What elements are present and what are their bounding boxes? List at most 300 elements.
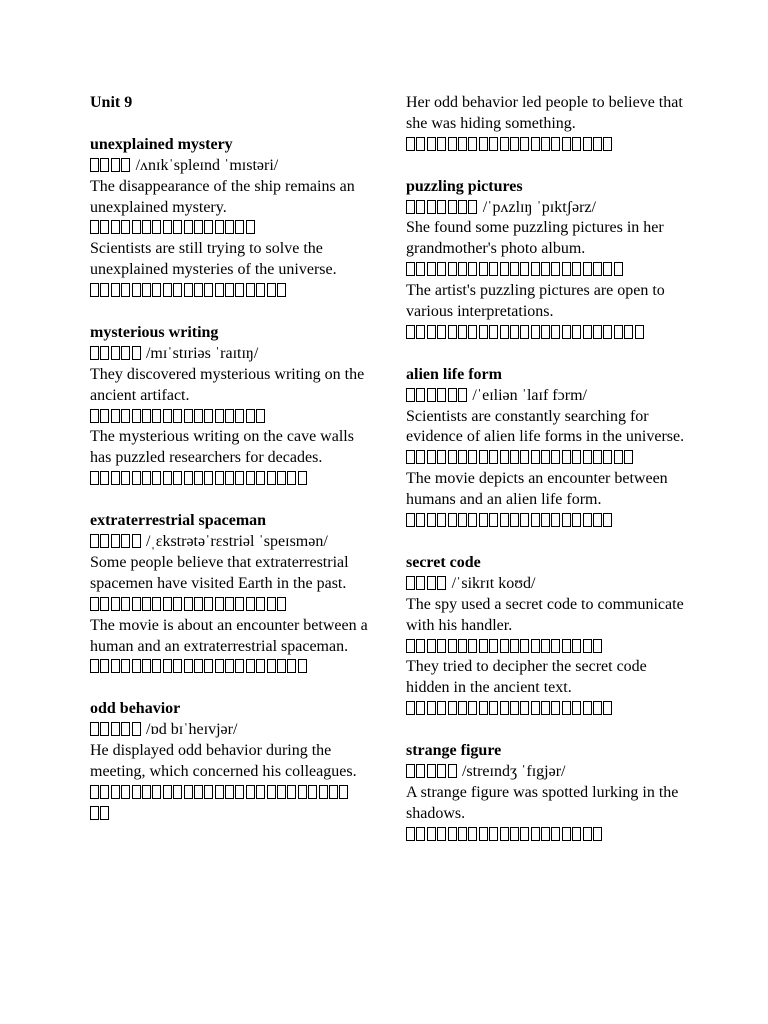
missing-glyph-box bbox=[406, 325, 415, 339]
missing-glyph-box bbox=[500, 827, 509, 841]
missing-glyph-box bbox=[121, 158, 130, 172]
missing-glyph-box bbox=[458, 701, 467, 715]
missing-glyph-box bbox=[152, 597, 161, 611]
missing-glyph-box bbox=[520, 639, 529, 653]
missing-glyph-box bbox=[111, 471, 120, 485]
missing-glyph-box bbox=[510, 325, 519, 339]
missing-glyph-box bbox=[225, 659, 234, 673]
missing-glyph-box bbox=[603, 450, 612, 464]
translation-line bbox=[90, 281, 370, 302]
translation-line bbox=[406, 260, 686, 281]
ipa-text: /ˈeɪliən ˈlaɪf fɔrm/ bbox=[468, 386, 587, 404]
translation-line bbox=[90, 407, 370, 428]
missing-glyph-box bbox=[194, 220, 203, 234]
missing-glyph-box bbox=[520, 513, 529, 527]
missing-glyph-box bbox=[256, 785, 265, 799]
missing-glyph-box bbox=[427, 513, 436, 527]
missing-glyph-box bbox=[246, 220, 255, 234]
missing-glyph-box bbox=[541, 450, 550, 464]
missing-glyph-box bbox=[500, 137, 509, 151]
translation-line bbox=[406, 448, 686, 469]
missing-glyph-box bbox=[406, 576, 415, 590]
vocab-term: puzzling pictures bbox=[406, 177, 523, 195]
missing-glyph-box bbox=[489, 262, 498, 276]
missing-glyph-box bbox=[593, 513, 602, 527]
missing-glyph-box bbox=[142, 220, 151, 234]
missing-glyph-box bbox=[562, 325, 571, 339]
unit-title: Unit 9 bbox=[90, 94, 133, 111]
missing-glyph-box bbox=[510, 262, 519, 276]
missing-glyph-box bbox=[184, 471, 193, 485]
missing-glyph-box bbox=[406, 764, 415, 778]
example-sentence: The spy used a secret code to communicate with his handler. bbox=[406, 595, 684, 634]
pronunciation-line bbox=[90, 344, 370, 365]
missing-glyph-box bbox=[437, 450, 446, 464]
missing-glyph-box bbox=[416, 262, 425, 276]
missing-glyph-box bbox=[287, 659, 296, 673]
missing-glyph-box bbox=[479, 450, 488, 464]
missing-glyph-box bbox=[500, 325, 509, 339]
translation-line bbox=[406, 825, 686, 846]
missing-glyph-box bbox=[468, 200, 477, 214]
missing-glyph-box bbox=[510, 137, 519, 151]
missing-glyph-box bbox=[111, 785, 120, 799]
missing-glyph-box bbox=[603, 513, 612, 527]
example-sentence: The disappearance of the ship remains an unexplained mystery. bbox=[90, 177, 355, 216]
missing-glyph-box bbox=[531, 262, 540, 276]
missing-glyph-box bbox=[427, 325, 436, 339]
example-sentence: The mysterious writing on the cave walls has puzzled researchers for decades. bbox=[90, 428, 354, 467]
missing-glyph-box bbox=[500, 262, 509, 276]
missing-glyph-box bbox=[593, 450, 602, 464]
example-sentence: Her odd behavior led people to believe that she was hiding something. bbox=[406, 94, 683, 132]
example-sentence: Scientists are constantly searching for evidence of alien life forms in the universe. bbox=[406, 407, 685, 446]
missing-glyph-box bbox=[562, 827, 571, 841]
missing-glyph-box bbox=[448, 639, 457, 653]
missing-glyph-box bbox=[551, 639, 560, 653]
missing-glyph-box bbox=[132, 346, 141, 360]
vocab-entry bbox=[406, 93, 686, 156]
missing-glyph-box bbox=[572, 325, 581, 339]
missing-glyph-box bbox=[204, 409, 213, 423]
missing-glyph-box bbox=[468, 827, 477, 841]
missing-glyph-box bbox=[111, 158, 120, 172]
missing-glyph-box bbox=[267, 283, 276, 297]
missing-glyph-box bbox=[100, 283, 109, 297]
missing-glyph-box bbox=[121, 409, 130, 423]
missing-glyph-box bbox=[448, 827, 457, 841]
missing-glyph-box bbox=[100, 597, 109, 611]
missing-glyph-box bbox=[510, 513, 519, 527]
missing-glyph-box bbox=[406, 827, 415, 841]
missing-glyph-box bbox=[111, 534, 120, 548]
missing-glyph-box bbox=[437, 200, 446, 214]
missing-glyph-box bbox=[308, 785, 317, 799]
missing-glyph-box bbox=[458, 200, 467, 214]
missing-glyph-box bbox=[437, 701, 446, 715]
missing-glyph-box bbox=[406, 200, 415, 214]
example-sentence: They discovered mysterious writing on the ancient artifact. bbox=[90, 365, 365, 404]
missing-glyph-box bbox=[427, 262, 436, 276]
missing-glyph-box bbox=[163, 471, 172, 485]
missing-glyph-box bbox=[458, 262, 467, 276]
missing-glyph-box bbox=[520, 262, 529, 276]
missing-glyph-box bbox=[562, 513, 571, 527]
missing-glyph-box bbox=[603, 262, 612, 276]
missing-glyph-box bbox=[215, 409, 224, 423]
missing-glyph-box bbox=[184, 785, 193, 799]
missing-glyph-box bbox=[427, 639, 436, 653]
missing-glyph-box bbox=[225, 785, 234, 799]
missing-glyph-box bbox=[458, 827, 467, 841]
vocab-entry bbox=[90, 699, 370, 824]
missing-glyph-box bbox=[479, 137, 488, 151]
missing-glyph-box bbox=[121, 471, 130, 485]
missing-glyph-box bbox=[173, 220, 182, 234]
missing-glyph-box bbox=[468, 137, 477, 151]
missing-glyph-box bbox=[416, 325, 425, 339]
missing-glyph-box bbox=[468, 701, 477, 715]
missing-glyph-box bbox=[427, 200, 436, 214]
missing-glyph-box bbox=[427, 137, 436, 151]
missing-glyph-box bbox=[458, 450, 467, 464]
missing-glyph-box bbox=[520, 450, 529, 464]
missing-glyph-box bbox=[277, 471, 286, 485]
missing-glyph-box bbox=[132, 283, 141, 297]
missing-glyph-box bbox=[510, 450, 519, 464]
missing-glyph-box bbox=[458, 513, 467, 527]
missing-glyph-box bbox=[427, 450, 436, 464]
missing-glyph-box bbox=[520, 325, 529, 339]
missing-glyph-box bbox=[152, 220, 161, 234]
missing-glyph-box bbox=[406, 262, 415, 276]
missing-glyph-box bbox=[468, 513, 477, 527]
missing-glyph-box bbox=[437, 325, 446, 339]
pronunciation-line bbox=[90, 532, 370, 553]
missing-glyph-box bbox=[163, 597, 172, 611]
missing-glyph-box bbox=[256, 409, 265, 423]
missing-glyph-box bbox=[204, 597, 213, 611]
missing-glyph-box bbox=[225, 597, 234, 611]
missing-glyph-box bbox=[562, 701, 571, 715]
missing-glyph-box bbox=[204, 220, 213, 234]
missing-glyph-box bbox=[562, 262, 571, 276]
missing-glyph-box bbox=[90, 283, 99, 297]
missing-glyph-box bbox=[531, 450, 540, 464]
missing-glyph-box bbox=[551, 137, 560, 151]
vocab-term: mysterious writing bbox=[90, 323, 219, 341]
missing-glyph-box bbox=[173, 471, 182, 485]
missing-glyph-box bbox=[152, 785, 161, 799]
missing-glyph-box bbox=[437, 262, 446, 276]
missing-glyph-box bbox=[479, 262, 488, 276]
missing-glyph-box bbox=[215, 220, 224, 234]
missing-glyph-box bbox=[215, 471, 224, 485]
missing-glyph-box bbox=[468, 639, 477, 653]
missing-glyph-box bbox=[90, 534, 99, 548]
missing-glyph-box bbox=[427, 388, 436, 402]
missing-glyph-box bbox=[583, 513, 592, 527]
vocab-entry bbox=[90, 511, 370, 678]
missing-glyph-box bbox=[416, 701, 425, 715]
missing-glyph-box bbox=[572, 262, 581, 276]
pronunciation-line bbox=[406, 198, 686, 219]
missing-glyph-box bbox=[583, 827, 592, 841]
missing-glyph-box bbox=[510, 639, 519, 653]
missing-glyph-box bbox=[225, 283, 234, 297]
missing-glyph-box bbox=[267, 785, 276, 799]
missing-glyph-box bbox=[562, 450, 571, 464]
missing-glyph-box bbox=[298, 659, 307, 673]
missing-glyph-box bbox=[152, 471, 161, 485]
missing-glyph-box bbox=[121, 597, 130, 611]
missing-glyph-box bbox=[339, 785, 348, 799]
missing-glyph-box bbox=[572, 827, 581, 841]
right-column bbox=[406, 93, 686, 846]
example-sentence: He displayed odd behavior during the meeting, which concerned his colleagues. bbox=[90, 742, 357, 780]
missing-glyph-box bbox=[163, 220, 172, 234]
missing-glyph-box bbox=[406, 639, 415, 653]
missing-glyph-box bbox=[121, 534, 130, 548]
missing-glyph-box bbox=[520, 137, 529, 151]
translation-line bbox=[90, 469, 370, 490]
missing-glyph-box bbox=[215, 785, 224, 799]
missing-glyph-box bbox=[458, 137, 467, 151]
missing-glyph-box bbox=[614, 450, 623, 464]
missing-glyph-box bbox=[572, 137, 581, 151]
missing-glyph-box bbox=[437, 388, 446, 402]
missing-glyph-box bbox=[593, 827, 602, 841]
missing-glyph-box bbox=[541, 639, 550, 653]
missing-glyph-box bbox=[437, 576, 446, 590]
missing-glyph-box bbox=[121, 722, 130, 736]
missing-glyph-box bbox=[100, 722, 109, 736]
missing-glyph-box bbox=[489, 325, 498, 339]
missing-glyph-box bbox=[267, 471, 276, 485]
missing-glyph-box bbox=[593, 701, 602, 715]
missing-glyph-box bbox=[583, 701, 592, 715]
missing-glyph-box bbox=[100, 534, 109, 548]
missing-glyph-box bbox=[235, 220, 244, 234]
vocab-entry bbox=[406, 177, 686, 344]
missing-glyph-box bbox=[479, 639, 488, 653]
missing-glyph-box bbox=[583, 325, 592, 339]
missing-glyph-box bbox=[184, 409, 193, 423]
missing-glyph-box bbox=[100, 220, 109, 234]
missing-glyph-box bbox=[246, 471, 255, 485]
missing-glyph-box bbox=[468, 262, 477, 276]
missing-glyph-box bbox=[194, 659, 203, 673]
missing-glyph-box bbox=[572, 639, 581, 653]
missing-glyph-box bbox=[90, 346, 99, 360]
missing-glyph-box bbox=[277, 597, 286, 611]
missing-glyph-box bbox=[90, 806, 99, 820]
missing-glyph-box bbox=[541, 325, 550, 339]
missing-glyph-box bbox=[90, 722, 99, 736]
missing-glyph-box bbox=[142, 409, 151, 423]
example-sentence: She found some puzzling pictures in her grandmother's photo album. bbox=[406, 219, 664, 258]
missing-glyph-box bbox=[448, 450, 457, 464]
missing-glyph-box bbox=[225, 471, 234, 485]
missing-glyph-box bbox=[215, 659, 224, 673]
missing-glyph-box bbox=[121, 220, 130, 234]
missing-glyph-box bbox=[489, 513, 498, 527]
missing-glyph-box bbox=[406, 450, 415, 464]
missing-glyph-box bbox=[173, 409, 182, 423]
missing-glyph-box bbox=[635, 325, 644, 339]
missing-glyph-box bbox=[489, 137, 498, 151]
missing-glyph-box bbox=[246, 659, 255, 673]
missing-glyph-box bbox=[173, 283, 182, 297]
missing-glyph-box bbox=[416, 450, 425, 464]
missing-glyph-box bbox=[90, 659, 99, 673]
missing-glyph-box bbox=[416, 639, 425, 653]
missing-glyph-box bbox=[583, 137, 592, 151]
left-column bbox=[90, 93, 370, 825]
ipa-text: /ɒd bɪˈheɪvjər/ bbox=[141, 721, 238, 739]
example-sentence: Some people believe that extraterrestrial spacemen have visited Earth in the past. bbox=[90, 553, 349, 592]
missing-glyph-box bbox=[132, 659, 141, 673]
missing-glyph-box bbox=[437, 639, 446, 653]
missing-glyph-box bbox=[624, 325, 633, 339]
missing-glyph-box bbox=[437, 513, 446, 527]
missing-glyph-box bbox=[583, 262, 592, 276]
missing-glyph-box bbox=[184, 659, 193, 673]
translation-line bbox=[406, 699, 686, 720]
missing-glyph-box bbox=[100, 346, 109, 360]
missing-glyph-box bbox=[593, 137, 602, 151]
vocab-term: secret code bbox=[406, 553, 481, 571]
pronunciation-line bbox=[406, 762, 686, 783]
missing-glyph-box bbox=[194, 471, 203, 485]
vocab-term: odd behavior bbox=[90, 700, 181, 718]
missing-glyph-box bbox=[100, 806, 109, 820]
missing-glyph-box bbox=[448, 764, 457, 778]
vocab-term: alien life form bbox=[406, 365, 502, 383]
missing-glyph-box bbox=[614, 262, 623, 276]
missing-glyph-box bbox=[583, 450, 592, 464]
missing-glyph-box bbox=[90, 597, 99, 611]
translation-line bbox=[406, 135, 686, 156]
missing-glyph-box bbox=[624, 450, 633, 464]
missing-glyph-box bbox=[267, 597, 276, 611]
missing-glyph-box bbox=[427, 764, 436, 778]
vocab-entry bbox=[90, 323, 370, 490]
missing-glyph-box bbox=[142, 785, 151, 799]
missing-glyph-box bbox=[163, 283, 172, 297]
missing-glyph-box bbox=[132, 722, 141, 736]
missing-glyph-box bbox=[235, 283, 244, 297]
missing-glyph-box bbox=[448, 137, 457, 151]
missing-glyph-box bbox=[531, 701, 540, 715]
missing-glyph-box bbox=[132, 534, 141, 548]
missing-glyph-box bbox=[500, 450, 509, 464]
missing-glyph-box bbox=[468, 325, 477, 339]
missing-glyph-box bbox=[90, 409, 99, 423]
missing-glyph-box bbox=[437, 764, 446, 778]
ipa-text: /ˈsikrɪt koʊd/ bbox=[447, 574, 536, 592]
missing-glyph-box bbox=[541, 137, 550, 151]
missing-glyph-box bbox=[298, 471, 307, 485]
missing-glyph-box bbox=[562, 137, 571, 151]
missing-glyph-box bbox=[427, 576, 436, 590]
translation-line bbox=[90, 783, 370, 804]
missing-glyph-box bbox=[152, 283, 161, 297]
missing-glyph-box bbox=[184, 597, 193, 611]
missing-glyph-box bbox=[100, 409, 109, 423]
missing-glyph-box bbox=[194, 597, 203, 611]
missing-glyph-box bbox=[194, 785, 203, 799]
missing-glyph-box bbox=[142, 659, 151, 673]
vocab-entry bbox=[406, 365, 686, 532]
missing-glyph-box bbox=[541, 701, 550, 715]
missing-glyph-box bbox=[541, 262, 550, 276]
missing-glyph-box bbox=[416, 576, 425, 590]
missing-glyph-box bbox=[489, 450, 498, 464]
missing-glyph-box bbox=[551, 827, 560, 841]
translation-line bbox=[406, 637, 686, 658]
missing-glyph-box bbox=[132, 785, 141, 799]
missing-glyph-box bbox=[163, 409, 172, 423]
missing-glyph-box bbox=[531, 137, 540, 151]
missing-glyph-box bbox=[256, 283, 265, 297]
right-entries bbox=[406, 93, 686, 846]
missing-glyph-box bbox=[111, 346, 120, 360]
missing-glyph-box bbox=[163, 659, 172, 673]
missing-glyph-box bbox=[448, 513, 457, 527]
missing-glyph-box bbox=[416, 388, 425, 402]
missing-glyph-box bbox=[235, 471, 244, 485]
pronunciation-line bbox=[406, 386, 686, 407]
missing-glyph-box bbox=[551, 325, 560, 339]
missing-glyph-box bbox=[500, 513, 509, 527]
missing-glyph-box bbox=[572, 450, 581, 464]
missing-glyph-box bbox=[215, 597, 224, 611]
missing-glyph-box bbox=[215, 283, 224, 297]
translation-line bbox=[90, 804, 370, 825]
pronunciation-line bbox=[90, 156, 370, 177]
missing-glyph-box bbox=[225, 409, 234, 423]
missing-glyph-box bbox=[142, 597, 151, 611]
missing-glyph-box bbox=[90, 158, 99, 172]
missing-glyph-box bbox=[416, 137, 425, 151]
missing-glyph-box bbox=[90, 220, 99, 234]
missing-glyph-box bbox=[329, 785, 338, 799]
ipa-text: /ˌɛkstrətəˈrɛstriəl ˈspeɪsmən/ bbox=[141, 532, 328, 550]
missing-glyph-box bbox=[541, 827, 550, 841]
missing-glyph-box bbox=[111, 597, 120, 611]
missing-glyph-box bbox=[572, 513, 581, 527]
vocab-term: unexplained mystery bbox=[90, 135, 233, 153]
missing-glyph-box bbox=[121, 785, 130, 799]
left-entries bbox=[90, 135, 370, 825]
missing-glyph-box bbox=[603, 325, 612, 339]
missing-glyph-box bbox=[277, 785, 286, 799]
missing-glyph-box bbox=[510, 701, 519, 715]
missing-glyph-box bbox=[479, 325, 488, 339]
missing-glyph-box bbox=[235, 597, 244, 611]
missing-glyph-box bbox=[406, 701, 415, 715]
missing-glyph-box bbox=[603, 137, 612, 151]
missing-glyph-box bbox=[520, 827, 529, 841]
missing-glyph-box bbox=[163, 785, 172, 799]
missing-glyph-box bbox=[173, 785, 182, 799]
missing-glyph-box bbox=[448, 200, 457, 214]
missing-glyph-box bbox=[593, 325, 602, 339]
missing-glyph-box bbox=[448, 262, 457, 276]
missing-glyph-box bbox=[614, 325, 623, 339]
translation-line bbox=[90, 595, 370, 616]
